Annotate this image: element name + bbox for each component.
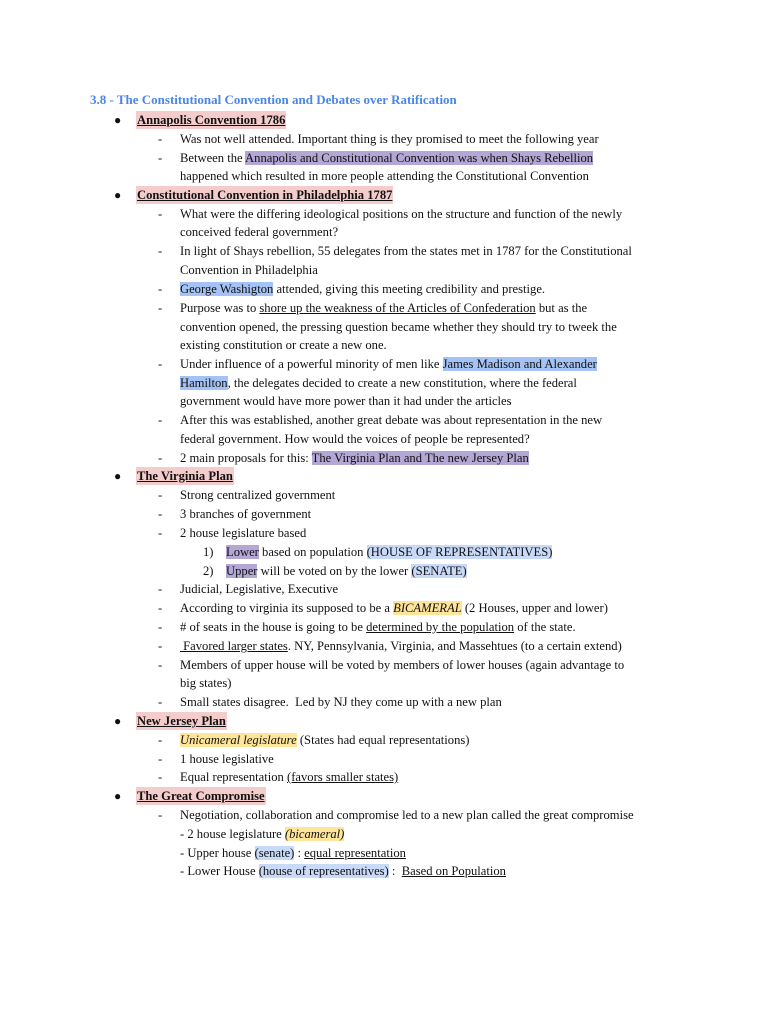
highlight: BICAMERAL	[393, 601, 462, 615]
highlight: (house of representatives)	[258, 864, 389, 878]
dash-icon: -	[158, 808, 163, 822]
dash-icon: -	[158, 733, 163, 747]
sub-item: - Upper house (senate) : equal representation	[180, 846, 406, 860]
sub-item: - Lower House (house of representatives) : Based on Population	[180, 864, 506, 878]
list-item-continuation: happened which resulted in more people attending the Constitutional Convention	[180, 169, 589, 183]
list-item-continuation: federal government. How would the voices of people be represented?	[180, 432, 530, 446]
highlight: Annapolis and Constitutional Convention was when Shays Rebellion	[245, 151, 594, 165]
underlined-text: (favors smaller states)	[287, 770, 399, 784]
section-heading: Constitutional Convention in Philadelphia 1787	[137, 188, 393, 202]
dash-icon: -	[158, 658, 163, 672]
dash-icon: -	[158, 451, 163, 465]
dash-icon: -	[158, 301, 163, 315]
highlight: James Madison and Alexander	[442, 357, 597, 371]
section-heading: The Great Compromise	[137, 789, 265, 803]
underlined-text: determined by the population	[366, 620, 515, 634]
highlight: (SENATE)	[411, 564, 467, 578]
dash-icon: -	[158, 752, 163, 766]
dash-icon: -	[158, 488, 163, 502]
list-item-continuation: existing constitution or create a new one.	[180, 338, 387, 352]
underlined-text: equal representation	[304, 846, 406, 860]
highlight: (HOUSE OF REPRESENTATIVES)	[366, 545, 553, 559]
section-heading: Annapolis Convention 1786	[137, 113, 286, 127]
bullet-icon: ●	[114, 714, 122, 728]
dash-icon: -	[158, 132, 163, 146]
list-item-continuation: conceived federal government?	[180, 225, 339, 239]
underlined-text: Based on Population	[401, 864, 506, 878]
dash-icon: -	[158, 639, 163, 653]
bullet-icon: ●	[114, 113, 122, 127]
highlight: Lower	[226, 545, 259, 559]
bullet-icon: ●	[114, 789, 122, 803]
dash-icon: -	[158, 207, 163, 221]
dash-icon: -	[158, 413, 163, 427]
dash-icon: -	[158, 507, 163, 521]
dash-icon: -	[158, 526, 163, 540]
list-item-continuation: government would have more power than it had under the articles	[180, 394, 512, 408]
page-title: 3.8 - The Constitutional Convention and Debates over Ratification	[90, 92, 457, 107]
list-item-continuation: big states)	[180, 676, 232, 690]
dash-icon: -	[158, 582, 163, 596]
underlined-text: shore up the weakness of the Articles of Confederation	[259, 301, 536, 315]
highlight: Upper	[226, 564, 258, 578]
dash-icon: -	[158, 244, 163, 258]
list-item-continuation: convention opened, the pressing question became whether they should try to tweek the	[180, 320, 617, 334]
section-heading: New Jersey Plan	[137, 714, 226, 728]
bullet-icon: ●	[114, 188, 122, 202]
highlight: Unicameral legislature	[180, 733, 297, 747]
dash-icon: -	[158, 151, 163, 165]
document-page: 3.8 - The Constitutional Convention and Debates over Ratification ● Annapolis Convention 1786 - Was not well attended. Important thing is they promised to meet the following year - Between the Annapolis and Constitutional Convention was when Shays Rebellion happened which resulted in more people attending the Constitutional Convention ● Constitutional Convention in Philadelphia 1787 - What were the differing ideological positions on the structure and function of the newly conceived federal government? - In light of Shays rebellion, 55 delegates from the states met in 1787 for the Constitutional Convention in Philadelphia - George Washigton attended, giving this meeting credibility and prestige. - Purpose was to shore up the weakness of the Articles of Confederation but as the convention opened, the pressing question became whether they should try to tweek the existing constitution or create a new one. - Under influence of a powerful minority of men like James Madison and Alexander Hamilton, the delegates decided to create a new constitution, where the federal government would have more power than it had under the articles - After this was established, another great debate was about representation in the new federal government. How would the voices of people be represented? - 2 main proposals for this: The Virginia Plan and The new Jersey Plan ● The Virginia Plan - Strong centralized government - 3 branches of government - 2 house legislature based 1) Lower based on population (HOUSE OF REPRESENTATIVES) 2) Upper will be voted on by the lower (SENATE) - Judicial, Legislative, Executive - According to virginia its supposed to be a BICAMERAL (2 Houses, upper and lower) - # of seats in the house is going to be determined by the population of the state. - Favored larger states. NY, Pennsylvania, Virginia, and Massehtues (to a certain extend) - Members of upper house will be voted by members of lower houses (again advantage to big states) - Small states disagree. Led by NJ they come up with a new plan ● New Jersey Plan - Unicameral legislature (States had equal representations) - 1 house legislative - Equal representation (favors smaller states) ● The Great Compromise - Negotiation, collaboration and compromise led to a new plan called the great compromise - 2 house legislature (bicameral) - Upper house (senate) : equal representation - Lower House (house of representatives) : Based on Population	[90, 92, 634, 878]
list-item-continuation: Convention in Philadelphia	[180, 263, 318, 277]
dash-icon: -	[158, 601, 163, 615]
dash-icon: -	[158, 695, 163, 709]
bullet-icon: ●	[114, 469, 122, 483]
dash-icon: -	[158, 770, 163, 784]
highlight: Hamilton	[180, 376, 228, 390]
list-item-continuation: Hamilton, the delegates decided to create a new constitution, where the federal	[180, 376, 577, 390]
highlight: George Washigton	[180, 282, 274, 296]
dash-icon: -	[158, 282, 163, 296]
highlight: The Virginia Plan and The new Jersey Plan	[311, 451, 529, 465]
dash-icon: -	[158, 357, 163, 371]
highlight: (senate)	[254, 846, 295, 860]
dash-icon: -	[158, 620, 163, 634]
sub-item: - 2 house legislature (bicameral)	[180, 827, 345, 841]
highlight: (bicameral)	[284, 827, 345, 841]
section-heading: The Virginia Plan	[137, 469, 233, 483]
underlined-text: Favored larger states	[180, 639, 288, 653]
